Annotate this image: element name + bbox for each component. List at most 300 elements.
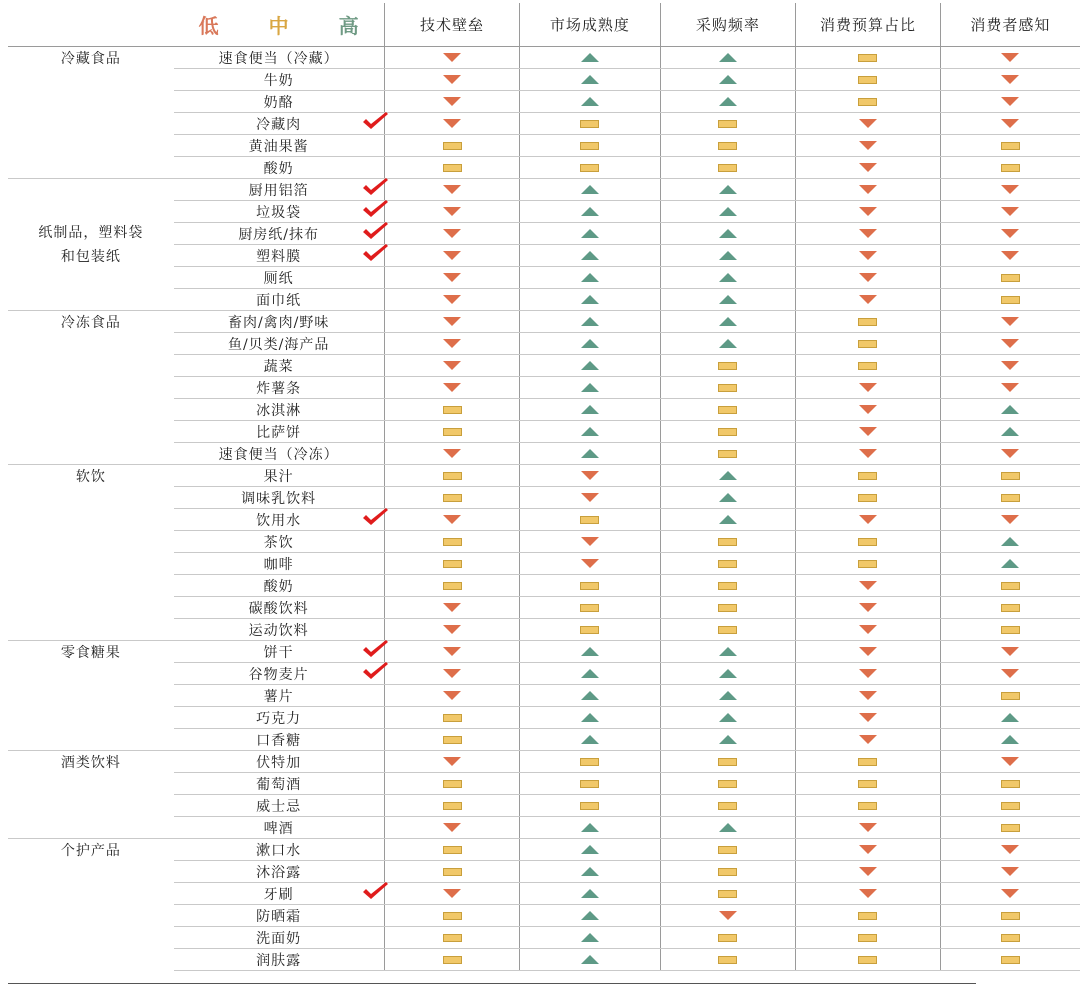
indicator-cell xyxy=(660,69,796,91)
table-row xyxy=(8,179,1080,201)
product-cell xyxy=(174,663,385,685)
indicator-cell xyxy=(384,399,520,421)
flat-bar-icon xyxy=(718,780,737,788)
indicator-cell xyxy=(796,355,941,377)
table-row xyxy=(8,729,1080,751)
product-cell xyxy=(174,421,385,443)
indicator-cell xyxy=(520,421,660,443)
indicator-cell xyxy=(520,311,660,333)
up-triangle-icon xyxy=(581,669,599,678)
indicator-cell xyxy=(660,509,796,531)
product-label: 垃圾袋 xyxy=(256,204,302,221)
down-triangle-icon xyxy=(443,251,461,260)
up-triangle-icon xyxy=(719,647,737,656)
indicator-cell xyxy=(660,773,796,795)
indicator-cell xyxy=(796,69,941,91)
product-label: 冰淇淋 xyxy=(256,402,302,419)
indicator-cell xyxy=(660,795,796,817)
indicator-cell xyxy=(384,883,520,905)
product-cell xyxy=(174,817,385,839)
indicator-cell xyxy=(940,927,1080,949)
indicator-cell xyxy=(660,333,796,355)
flat-bar-icon xyxy=(858,538,877,546)
category-cell xyxy=(8,949,174,971)
legend-scale xyxy=(174,3,385,47)
up-triangle-icon xyxy=(581,75,599,84)
indicator-cell xyxy=(660,685,796,707)
indicator-cell xyxy=(940,663,1080,685)
down-triangle-icon xyxy=(1001,383,1019,392)
product-cell xyxy=(174,641,385,663)
indicator-cell xyxy=(520,861,660,883)
bottom-rule xyxy=(8,983,976,984)
indicator-cell xyxy=(384,553,520,575)
indicator-cell xyxy=(796,905,941,927)
indicator-cell xyxy=(660,91,796,113)
indicator-cell xyxy=(384,619,520,641)
down-triangle-icon xyxy=(859,669,877,678)
flat-bar-icon xyxy=(718,560,737,568)
flat-bar-icon xyxy=(443,406,462,414)
flat-bar-icon xyxy=(580,604,599,612)
flat-bar-icon xyxy=(443,494,462,502)
table-row xyxy=(8,157,1080,179)
product-label: 牙刷 xyxy=(263,886,294,903)
indicator-cell xyxy=(660,531,796,553)
indicator-cell xyxy=(384,201,520,223)
flat-bar-icon xyxy=(443,164,462,172)
flat-bar-icon xyxy=(1001,494,1020,502)
down-triangle-icon xyxy=(859,273,877,282)
up-triangle-icon xyxy=(581,229,599,238)
product-label: 厕纸 xyxy=(263,270,294,287)
down-triangle-icon xyxy=(443,229,461,238)
product-cell xyxy=(174,619,385,641)
down-triangle-icon xyxy=(859,207,877,216)
indicator-cell xyxy=(796,377,941,399)
up-triangle-icon xyxy=(1001,405,1019,414)
indicator-cell xyxy=(384,949,520,971)
down-triangle-icon xyxy=(1001,845,1019,854)
product-cell xyxy=(174,553,385,575)
indicator-cell xyxy=(520,905,660,927)
flat-bar-icon xyxy=(858,98,877,106)
indicator-cell xyxy=(520,289,660,311)
indicator-cell xyxy=(796,619,941,641)
product-label: 口香糖 xyxy=(256,732,302,749)
category-cell xyxy=(8,377,174,399)
indicator-cell xyxy=(384,465,520,487)
indicator-cell xyxy=(520,377,660,399)
column-header-consumer-perception: 消费者感知 xyxy=(940,3,1080,47)
category-cell xyxy=(8,443,174,465)
product-cell xyxy=(174,531,385,553)
indicator-cell xyxy=(796,575,941,597)
indicator-cell xyxy=(384,487,520,509)
indicator-cell xyxy=(940,795,1080,817)
indicator-cell xyxy=(384,245,520,267)
indicator-cell xyxy=(520,509,660,531)
down-triangle-icon xyxy=(1001,515,1019,524)
indicator-cell xyxy=(796,641,941,663)
product-cell xyxy=(174,289,385,311)
indicator-cell xyxy=(384,421,520,443)
indicator-cell xyxy=(940,641,1080,663)
product-label: 速食便当（冷冻） xyxy=(218,446,339,463)
indicator-cell xyxy=(660,553,796,575)
up-triangle-icon xyxy=(581,361,599,370)
down-triangle-icon xyxy=(443,339,461,348)
down-triangle-icon xyxy=(859,867,877,876)
indicator-cell xyxy=(796,663,941,685)
up-triangle-icon xyxy=(1001,713,1019,722)
indicator-cell xyxy=(520,201,660,223)
checkmark-icon xyxy=(360,507,390,529)
up-triangle-icon xyxy=(581,867,599,876)
up-triangle-icon xyxy=(1001,559,1019,568)
checkmark-icon xyxy=(360,661,390,683)
indicator-cell xyxy=(520,47,660,69)
indicator-cell xyxy=(520,223,660,245)
up-triangle-icon xyxy=(581,427,599,436)
indicator-cell xyxy=(660,729,796,751)
table-row xyxy=(8,663,1080,685)
flat-bar-icon xyxy=(1001,956,1020,964)
product-label: 面巾纸 xyxy=(256,292,302,309)
flat-bar-icon xyxy=(580,802,599,810)
indicator-cell xyxy=(940,619,1080,641)
down-triangle-icon xyxy=(581,559,599,568)
product-cell xyxy=(174,487,385,509)
indicator-cell xyxy=(796,685,941,707)
down-triangle-icon xyxy=(1001,867,1019,876)
flat-bar-icon xyxy=(580,582,599,590)
indicator-cell xyxy=(940,179,1080,201)
indicator-cell xyxy=(796,399,941,421)
column-header-market-maturity: 市场成熟度 xyxy=(520,3,660,47)
flat-bar-icon xyxy=(718,538,737,546)
product-label: 速食便当（冷藏） xyxy=(218,50,339,67)
flat-bar-icon xyxy=(718,758,737,766)
indicator-cell xyxy=(796,817,941,839)
flat-bar-icon xyxy=(1001,582,1020,590)
down-triangle-icon xyxy=(859,185,877,194)
column-header-purchase-frequency: 采购频率 xyxy=(660,3,796,47)
indicator-cell xyxy=(520,267,660,289)
indicator-cell xyxy=(384,289,520,311)
up-triangle-icon xyxy=(719,97,737,106)
up-triangle-icon xyxy=(581,207,599,216)
up-triangle-icon xyxy=(581,317,599,326)
indicator-cell xyxy=(520,597,660,619)
up-triangle-icon xyxy=(581,295,599,304)
category-cell xyxy=(8,553,174,575)
indicator-cell xyxy=(660,839,796,861)
checkmark-icon xyxy=(360,881,390,903)
indicator-cell xyxy=(796,47,941,69)
product-cell xyxy=(174,575,385,597)
indicator-cell xyxy=(520,641,660,663)
legend-mid: 中 xyxy=(268,14,289,38)
flat-bar-icon xyxy=(718,384,737,392)
indicator-cell xyxy=(796,157,941,179)
table-row xyxy=(8,795,1080,817)
category-cell xyxy=(8,707,174,729)
indicator-cell xyxy=(384,157,520,179)
product-cell xyxy=(174,949,385,971)
indicator-cell xyxy=(520,707,660,729)
up-triangle-icon xyxy=(581,251,599,260)
flat-bar-icon xyxy=(580,780,599,788)
category-cell xyxy=(8,663,174,685)
indicator-cell xyxy=(520,487,660,509)
product-label: 黄油果酱 xyxy=(248,138,309,155)
indicator-cell xyxy=(660,619,796,641)
flat-bar-icon xyxy=(718,890,737,898)
table-row xyxy=(8,113,1080,135)
indicator-cell xyxy=(940,487,1080,509)
category-cell xyxy=(8,69,174,91)
indicator-cell xyxy=(796,135,941,157)
table-row xyxy=(8,135,1080,157)
indicator-cell xyxy=(520,465,660,487)
flat-bar-icon xyxy=(858,560,877,568)
product-label: 运动饮料 xyxy=(248,622,309,639)
product-cell xyxy=(174,69,385,91)
product-label: 厨用铝箔 xyxy=(248,182,309,199)
indicator-cell xyxy=(660,289,796,311)
category-cell xyxy=(8,509,174,531)
down-triangle-icon xyxy=(443,515,461,524)
down-triangle-icon xyxy=(859,625,877,634)
flat-bar-icon xyxy=(1001,934,1020,942)
category-cell xyxy=(8,861,174,883)
indicator-cell xyxy=(940,751,1080,773)
product-label: 茶饮 xyxy=(263,534,294,551)
down-triangle-icon xyxy=(1001,317,1019,326)
up-triangle-icon xyxy=(581,185,599,194)
checkmark-icon xyxy=(360,111,390,133)
down-triangle-icon xyxy=(443,823,461,832)
indicator-cell xyxy=(660,641,796,663)
down-triangle-icon xyxy=(859,427,877,436)
indicator-cell xyxy=(660,267,796,289)
table-row xyxy=(8,685,1080,707)
product-cell xyxy=(174,245,385,267)
flat-bar-icon xyxy=(443,428,462,436)
indicator-cell xyxy=(940,355,1080,377)
product-label: 碳酸饮料 xyxy=(248,600,309,617)
product-label: 奶酪 xyxy=(263,94,294,111)
up-triangle-icon xyxy=(581,383,599,392)
indicator-cell xyxy=(520,773,660,795)
indicator-cell xyxy=(660,861,796,883)
table-row xyxy=(8,355,1080,377)
down-triangle-icon xyxy=(1001,669,1019,678)
table-row xyxy=(8,817,1080,839)
table-row xyxy=(8,91,1080,113)
indicator-cell xyxy=(796,751,941,773)
indicator-cell xyxy=(940,113,1080,135)
flat-bar-icon xyxy=(718,934,737,942)
down-triangle-icon xyxy=(443,647,461,656)
flat-bar-icon xyxy=(718,604,737,612)
down-triangle-icon xyxy=(581,493,599,502)
down-triangle-icon xyxy=(859,647,877,656)
category-cell xyxy=(8,905,174,927)
indicator-cell xyxy=(384,377,520,399)
checkmark-icon xyxy=(360,221,390,243)
indicator-cell xyxy=(796,465,941,487)
product-label: 巧克力 xyxy=(256,710,302,727)
indicator-cell xyxy=(520,575,660,597)
flat-bar-icon xyxy=(443,802,462,810)
flat-bar-icon xyxy=(443,538,462,546)
down-triangle-icon xyxy=(443,603,461,612)
flat-bar-icon xyxy=(443,780,462,788)
indicator-cell xyxy=(796,333,941,355)
table-row xyxy=(8,839,1080,861)
down-triangle-icon xyxy=(1001,229,1019,238)
flat-bar-icon xyxy=(718,142,737,150)
category-cell xyxy=(8,619,174,641)
indicator-cell xyxy=(520,839,660,861)
indicator-cell xyxy=(940,377,1080,399)
indicator-cell xyxy=(520,157,660,179)
indicator-cell xyxy=(940,597,1080,619)
up-triangle-icon xyxy=(1001,735,1019,744)
flat-bar-icon xyxy=(1001,626,1020,634)
down-triangle-icon xyxy=(1001,361,1019,370)
indicator-cell xyxy=(660,597,796,619)
down-triangle-icon xyxy=(859,845,877,854)
up-triangle-icon xyxy=(719,185,737,194)
product-cell xyxy=(174,465,385,487)
product-cell xyxy=(174,47,385,69)
product-cell xyxy=(174,399,385,421)
product-cell xyxy=(174,839,385,861)
indicator-cell xyxy=(384,685,520,707)
header-blank xyxy=(8,3,174,47)
product-label: 咖啡 xyxy=(263,556,294,573)
up-triangle-icon xyxy=(581,273,599,282)
table-row xyxy=(8,927,1080,949)
indicator-cell xyxy=(520,179,660,201)
down-triangle-icon xyxy=(443,691,461,700)
table-row xyxy=(8,377,1080,399)
down-triangle-icon xyxy=(1001,53,1019,62)
product-cell xyxy=(174,927,385,949)
down-triangle-icon xyxy=(1001,339,1019,348)
category-cell xyxy=(8,575,174,597)
down-triangle-icon xyxy=(443,295,461,304)
indicator-cell xyxy=(520,553,660,575)
product-cell xyxy=(174,597,385,619)
flat-bar-icon xyxy=(580,516,599,524)
product-cell xyxy=(174,201,385,223)
indicator-cell xyxy=(520,927,660,949)
legend-low: 低 xyxy=(198,14,219,38)
table-row xyxy=(8,333,1080,355)
down-triangle-icon xyxy=(859,405,877,414)
up-triangle-icon xyxy=(1001,537,1019,546)
indicator-cell xyxy=(384,311,520,333)
indicator-cell xyxy=(796,531,941,553)
indicator-cell xyxy=(940,223,1080,245)
up-triangle-icon xyxy=(581,339,599,348)
product-label: 饮用水 xyxy=(256,512,302,529)
flat-bar-icon xyxy=(1001,142,1020,150)
product-cell xyxy=(174,179,385,201)
table-row xyxy=(8,553,1080,575)
indicator-cell xyxy=(384,905,520,927)
table-row xyxy=(8,69,1080,91)
down-triangle-icon xyxy=(859,163,877,172)
down-triangle-icon xyxy=(443,889,461,898)
indicator-cell xyxy=(384,641,520,663)
product-label: 冷藏肉 xyxy=(256,116,302,133)
indicator-cell xyxy=(940,861,1080,883)
product-label: 谷物麦片 xyxy=(248,666,309,683)
indicator-cell xyxy=(520,817,660,839)
down-triangle-icon xyxy=(859,383,877,392)
down-triangle-icon xyxy=(443,75,461,84)
indicator-cell xyxy=(796,91,941,113)
indicator-cell xyxy=(660,47,796,69)
table-row xyxy=(8,773,1080,795)
down-triangle-icon xyxy=(443,449,461,458)
indicator-cell xyxy=(940,47,1080,69)
indicator-cell xyxy=(660,575,796,597)
flat-bar-icon xyxy=(718,868,737,876)
indicator-cell xyxy=(796,729,941,751)
down-triangle-icon xyxy=(859,119,877,128)
down-triangle-icon xyxy=(581,471,599,480)
indicator-cell xyxy=(796,267,941,289)
indicator-cell xyxy=(660,487,796,509)
indicator-cell xyxy=(796,223,941,245)
indicator-cell xyxy=(940,465,1080,487)
indicator-cell xyxy=(660,751,796,773)
flat-bar-icon xyxy=(443,714,462,722)
indicator-cell xyxy=(940,905,1080,927)
indicator-cell xyxy=(384,333,520,355)
flat-bar-icon xyxy=(858,780,877,788)
table-row xyxy=(8,311,1080,333)
down-triangle-icon xyxy=(1001,251,1019,260)
indicator-cell xyxy=(940,91,1080,113)
indicator-cell xyxy=(940,135,1080,157)
indicator-cell xyxy=(660,311,796,333)
checkmark-icon xyxy=(360,639,390,661)
flat-bar-icon xyxy=(443,582,462,590)
down-triangle-icon xyxy=(1001,757,1019,766)
indicator-cell xyxy=(796,861,941,883)
down-triangle-icon xyxy=(1001,75,1019,84)
indicator-cell xyxy=(796,487,941,509)
down-triangle-icon xyxy=(443,625,461,634)
up-triangle-icon xyxy=(581,97,599,106)
flat-bar-icon xyxy=(443,956,462,964)
indicator-cell xyxy=(660,355,796,377)
category-cell xyxy=(8,113,174,135)
product-label: 润肤露 xyxy=(256,952,302,969)
indicator-cell xyxy=(384,509,520,531)
indicator-cell xyxy=(796,113,941,135)
indicator-cell xyxy=(940,553,1080,575)
product-label: 果汁 xyxy=(263,468,294,485)
indicator-cell xyxy=(796,509,941,531)
